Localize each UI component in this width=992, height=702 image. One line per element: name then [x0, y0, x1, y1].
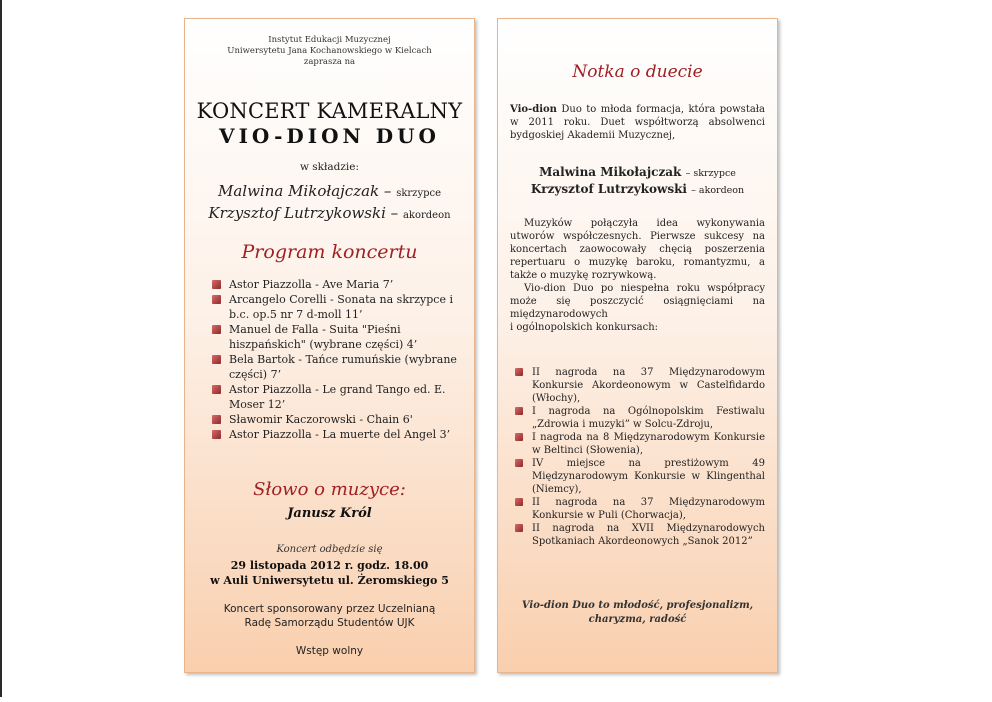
award-text: II nagroda na 37 Międzynarodowym Konkursie w Puli (Chorwacja),: [532, 497, 765, 521]
bullet-icon: [212, 280, 221, 289]
right-performer-violin: [498, 164, 777, 182]
program-item-text: Astor Piazzolla - Le grand Tango ed. E. Moser 12’: [229, 383, 446, 411]
performer-role: – skrzypce: [685, 168, 736, 179]
bullet-icon: [515, 498, 523, 506]
program-item-text: Sławomir Kaczorowski - Chain 6': [229, 413, 413, 426]
date-venue: [185, 558, 474, 588]
performer-name: Krzysztof Lutrzykowski –: [208, 204, 399, 222]
page-edge-rule: [0, 0, 2, 697]
story-paragraph-2: Vio-dion Duo po niespełna roku współpracy może się poszczycić osiągnięciami na międzynarodowych: [510, 283, 765, 320]
duo-note-panel: [497, 18, 778, 673]
program-item-text: Arcangelo Corelli - Sonata na skrzypce i b.c. op.5 nr 7 d-moll 11’: [229, 293, 453, 321]
duo-intro: [510, 103, 765, 142]
duo-story: [510, 217, 765, 334]
sponsor-note: [185, 602, 474, 630]
institute-line-1: Instytut Edukacji Muzycznej: [268, 35, 391, 45]
right-performer-accordion: [498, 181, 777, 199]
performer-role: – akordeon: [691, 185, 745, 196]
ensemble-name: VIO-DION DUO: [219, 124, 440, 148]
award-text: II nagroda na 37 Międzynarodowym Konkursie Akordeonowym w Castelfidardo (Włochy),: [532, 367, 765, 404]
program-item-text: Bela Bartok - Tańce rumuńskie (wybrane części) 7’: [229, 353, 457, 381]
concert-poster-panel: [184, 18, 475, 673]
performer-name: Malwina Mikołajczak –: [217, 182, 392, 200]
program-item: [209, 322, 462, 352]
program-item: [209, 352, 462, 382]
award-item: [512, 405, 765, 431]
bullet-icon: [212, 385, 221, 394]
awards-list: [512, 366, 765, 548]
performer-role: skrzypce: [396, 188, 442, 199]
program-item: [209, 277, 462, 292]
duo-intro-text: Duo to młoda formacja, która powstała w 2011 roku. Duet współtworzą absolwenci bydgoskiej Akademii Muzycznej,: [510, 104, 765, 141]
word-about-music-title: Słowo o muzyce:: [253, 479, 406, 500]
bullet-icon: [212, 430, 221, 439]
bullet-icon: [515, 459, 523, 467]
speaker-name: Janusz Król: [287, 506, 372, 521]
award-item: [512, 522, 765, 548]
bullet-icon: [515, 368, 523, 376]
lineup-intro: w składzie:: [299, 161, 360, 173]
performer-accordion: [185, 203, 474, 226]
award-text: I nagroda na 8 Międzynarodowym Konkursie w Beltinci (Słowenia),: [532, 432, 765, 456]
award-item: [512, 457, 765, 496]
program-item: [209, 382, 462, 412]
program-list: [209, 277, 462, 442]
program-item-text: Astor Piazzolla - Ave Maria 7’: [229, 278, 394, 291]
award-item: [512, 496, 765, 522]
story-paragraph-3: i ogólnopolskich konkursach:: [510, 322, 659, 333]
concert-title: KONCERT KAMERALNY: [196, 99, 463, 123]
program-item-text: Manuel de Falla - Suita "Pieśni hiszpańskich" (wybrane części) 4’: [229, 323, 418, 351]
institute-header: [185, 35, 474, 68]
bullet-icon: [515, 524, 523, 532]
award-text: I nagroda na Ogólnopolskim Festiwalu „Zdrowia i muzyki” w Solcu-Zdroju,: [532, 406, 765, 430]
concert-date: 29 listopada 2012 r. godz. 18.00: [230, 559, 429, 572]
performer-name: Malwina Mikołajczak: [539, 165, 682, 179]
date-note: Koncert odbędzie się: [276, 544, 383, 555]
story-paragraph-1: Muzyków połączyła idea wykonywania utworów współczesnych. Pierwsze sukcesy na koncertach zaowocowały chęcią poszerzenia repertuaru o muzykę baroku, romantyzmu, a także o muzykę rozrywkową.: [510, 218, 765, 281]
program-title: Program koncertu: [241, 241, 418, 263]
performer-violin: [185, 181, 474, 204]
bullet-icon: [212, 415, 221, 424]
award-text: II nagroda na XVII Międzynarodowych Spotkaniach Akordeonowych „Sanok 2012”: [532, 523, 765, 547]
award-text: IV miejsce na prestiżowym 49 Międzynarodowym Konkursie w Klingenthal (Niemcy),: [532, 458, 765, 495]
duo-name-bold: Vio-dion: [510, 104, 557, 115]
bullet-icon: [212, 355, 221, 364]
program-item: [209, 427, 462, 442]
program-item: [209, 412, 462, 427]
program-item-text: Astor Piazzolla - La muerte del Angel 3’: [229, 428, 451, 441]
concert-venue: w Auli Uniwersytetu ul. Żeromskiego 5: [210, 574, 449, 587]
bullet-icon: [212, 325, 221, 334]
note-title: Notka o duecie: [572, 62, 703, 82]
program-item: [209, 292, 462, 322]
award-item: [512, 366, 765, 405]
institute-line-2: Uniwersytetu Jana Kochanowskiego w Kielcach: [227, 46, 432, 56]
entry-note: Wstęp wolny: [295, 645, 364, 657]
closing-motto: Vio-dion Duo to młodość, profesjonalizm, charyzma, radość: [521, 600, 754, 625]
sponsor-line-2: Radę Samorządu Studentów UJK: [244, 617, 415, 629]
award-item: [512, 431, 765, 457]
performer-role: akordeon: [402, 210, 451, 221]
bullet-icon: [515, 407, 523, 415]
bullet-icon: [515, 433, 523, 441]
invite-line: zaprasza na: [303, 57, 356, 67]
performer-name: Krzysztof Lutrzykowski: [530, 182, 687, 196]
sponsor-line-1: Koncert sponsorowany przez Uczelnianą: [223, 603, 436, 615]
bullet-icon: [212, 295, 221, 304]
